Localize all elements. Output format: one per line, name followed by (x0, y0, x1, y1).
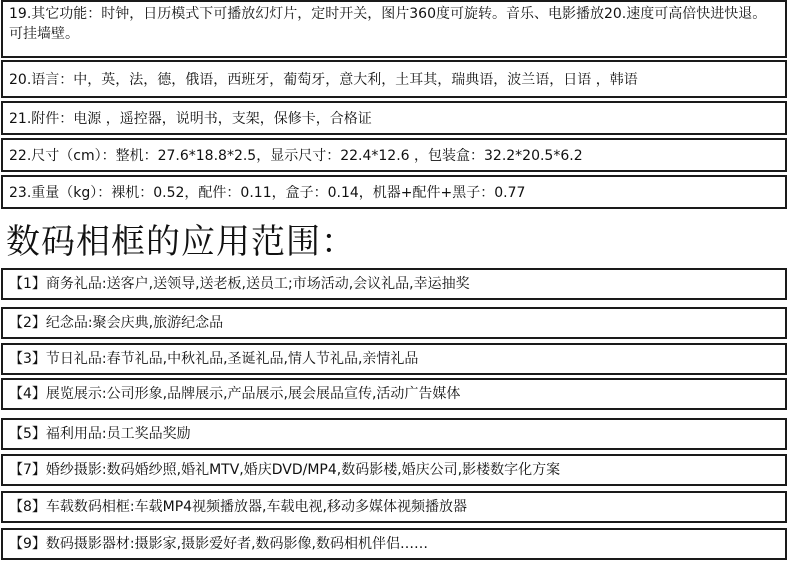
category-item-7-text: 【7】婚纱摄影:数码婚纱照,婚礼MTV,婚庆DVD/MP4,数码影楼,婚庆公司,影楼数字化方案 (9, 462, 561, 478)
category-item-8-text: 【8】车载数码相框:车载MP4视频播放器,车载电视,移动多媒体视频播放器 (9, 499, 467, 515)
spec-item-20 (1, 60, 787, 98)
category-item-9 (1, 528, 787, 560)
spec-item-20-text: 20.语言：中，英，法，德，俄语，西班牙，葡萄牙，意大利，土耳其，瑞典语，波兰语，日语 ，韩语 (9, 72, 638, 88)
spec-item-19-text: 19.其它功能：时钟，日历模式下可播放幻灯片，定时开关，图片360度可旋转。音乐、电影播放20.速度可高倍快进快退。可挂墙壁。 (9, 6, 767, 42)
category-item-1-text: 【1】商务礼品:送客户,送领导,送老板,送员工;市场活动,会议礼品,幸运抽奖 (9, 276, 470, 292)
category-item-9-text: 【9】数码摄影器材:摄影家,摄影爱好者,数码影像,数码相机伴侣…… (9, 536, 428, 552)
spec-item-23-text: 23.重量（kg）：裸机：0.52，配件：0.11，盒子：0.14，机器+配件+黑子：0.77 (9, 185, 526, 201)
category-item-7 (1, 454, 787, 486)
spec-item-23 (1, 175, 787, 209)
category-item-2-text: 【2】纪念品:聚会庆典,旅游纪念品 (9, 315, 224, 331)
spec-item-22 (1, 138, 787, 172)
spec-item-22-text: 22.尺寸（cm）：整机：27.6*18.8*2.5，显示尺寸：22.4*12.6 ，包装盒：32.2*20.5*6.2 (9, 148, 583, 164)
spec-item-21 (1, 101, 787, 135)
application-scope-heading: 数码相框的应用范围： (6, 222, 356, 262)
category-item-4 (1, 378, 787, 410)
category-item-3-text: 【3】节日礼品:春节礼品,中秋礼品,圣诞礼品,情人节礼品,亲情礼品 (9, 351, 419, 367)
category-item-4-text: 【4】展览展示:公司形象,品牌展示,产品展示,展会展品宣传,活动广告媒体 (9, 386, 461, 402)
category-item-1 (1, 268, 787, 300)
category-item-5-text: 【5】福利用品:员工奖品奖励 (9, 426, 191, 442)
category-item-5 (1, 418, 787, 450)
category-item-8 (1, 491, 787, 523)
category-item-2 (1, 307, 787, 339)
spec-item-21-text: 21.附件：电源 ，遥控器，说明书，支架，保修卡，合格证 (9, 111, 372, 127)
spec-item-19 (1, 0, 787, 58)
category-item-3 (1, 343, 787, 375)
